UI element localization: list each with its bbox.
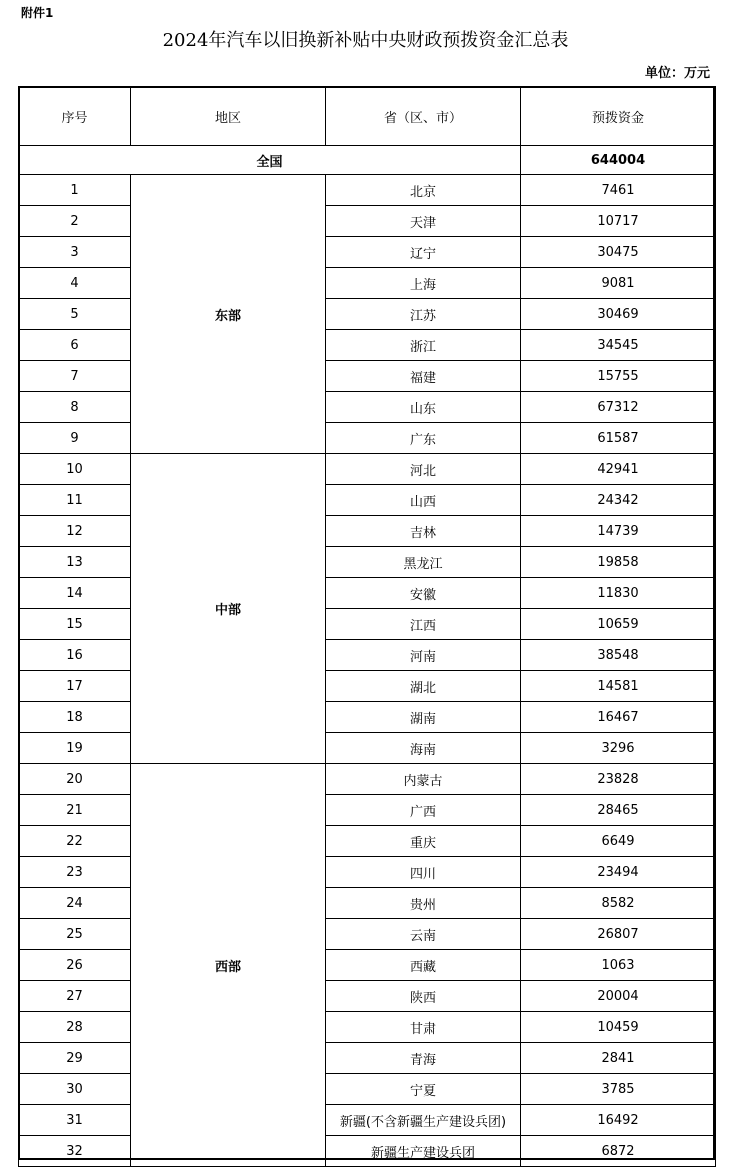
funding-summary-table <box>18 86 716 1167</box>
table-row <box>19 485 716 516</box>
table-row <box>19 671 716 702</box>
row-seq: 15 <box>19 609 131 640</box>
row-province: 新疆生产建设兵团 <box>326 1136 521 1167</box>
table-header <box>19 87 716 146</box>
region-cell: 西部 <box>131 764 326 1167</box>
row-province: 陕西 <box>326 981 521 1012</box>
row-funds: 14739 <box>521 516 716 547</box>
table-row <box>19 764 716 795</box>
row-funds: 7461 <box>521 175 716 206</box>
unit-label: 单位：万元 <box>644 66 710 81</box>
row-province: 河北 <box>326 454 521 485</box>
row-seq: 2 <box>19 206 131 237</box>
table-row <box>19 609 716 640</box>
row-funds: 15755 <box>521 361 716 392</box>
row-province: 宁夏 <box>326 1074 521 1105</box>
row-seq: 7 <box>19 361 131 392</box>
row-seq: 9 <box>19 423 131 454</box>
row-province: 江西 <box>326 609 521 640</box>
table-row <box>19 423 716 454</box>
table-row <box>19 206 716 237</box>
table-row <box>19 950 716 981</box>
page-title: 2024年汽车以旧换新补贴中央财政预拨资金汇总表 <box>162 30 569 51</box>
table-row <box>19 175 716 206</box>
row-funds: 2841 <box>521 1043 716 1074</box>
row-province: 辽宁 <box>326 237 521 268</box>
row-seq: 32 <box>19 1136 131 1167</box>
row-funds: 42941 <box>521 454 716 485</box>
table-row <box>19 299 716 330</box>
total-row <box>19 146 716 175</box>
row-funds: 34545 <box>521 330 716 361</box>
row-seq: 24 <box>19 888 131 919</box>
row-province: 山东 <box>326 392 521 423</box>
table-body <box>19 146 716 1167</box>
row-seq: 11 <box>19 485 131 516</box>
table-row <box>19 919 716 950</box>
table-row <box>19 268 716 299</box>
row-seq: 10 <box>19 454 131 485</box>
row-seq: 22 <box>19 826 131 857</box>
row-funds: 8582 <box>521 888 716 919</box>
header-province: 省（区、市） <box>326 87 521 146</box>
table-row <box>19 857 716 888</box>
row-seq: 29 <box>19 1043 131 1074</box>
row-funds: 20004 <box>521 981 716 1012</box>
row-funds: 3296 <box>521 733 716 764</box>
row-province: 重庆 <box>326 826 521 857</box>
row-seq: 1 <box>19 175 131 206</box>
row-province: 青海 <box>326 1043 521 1074</box>
row-province: 上海 <box>326 268 521 299</box>
table-row <box>19 826 716 857</box>
header-region: 地区 <box>131 87 326 146</box>
row-seq: 23 <box>19 857 131 888</box>
row-province: 北京 <box>326 175 521 206</box>
row-province: 天津 <box>326 206 521 237</box>
table-row <box>19 1043 716 1074</box>
table-row <box>19 361 716 392</box>
row-province: 内蒙古 <box>326 764 521 795</box>
row-funds: 38548 <box>521 640 716 671</box>
row-province: 吉林 <box>326 516 521 547</box>
row-province: 福建 <box>326 361 521 392</box>
row-seq: 14 <box>19 578 131 609</box>
row-funds: 16467 <box>521 702 716 733</box>
row-seq: 17 <box>19 671 131 702</box>
row-funds: 10659 <box>521 609 716 640</box>
row-province: 甘肃 <box>326 1012 521 1043</box>
row-seq: 4 <box>19 268 131 299</box>
row-funds: 6649 <box>521 826 716 857</box>
row-seq: 13 <box>19 547 131 578</box>
table-row <box>19 1074 716 1105</box>
row-province: 海南 <box>326 733 521 764</box>
row-funds: 24342 <box>521 485 716 516</box>
region-cell: 中部 <box>131 454 326 764</box>
row-funds: 6872 <box>521 1136 716 1167</box>
row-funds: 9081 <box>521 268 716 299</box>
row-seq: 8 <box>19 392 131 423</box>
row-province: 广西 <box>326 795 521 826</box>
table-row <box>19 454 716 485</box>
row-seq: 16 <box>19 640 131 671</box>
row-province: 湖南 <box>326 702 521 733</box>
row-funds: 16492 <box>521 1105 716 1136</box>
table-row <box>19 516 716 547</box>
table-row <box>19 578 716 609</box>
row-province: 黑龙江 <box>326 547 521 578</box>
table-row <box>19 1012 716 1043</box>
header-funds: 预拨资金 <box>521 87 716 146</box>
table-row <box>19 702 716 733</box>
table-row <box>19 795 716 826</box>
row-seq: 19 <box>19 733 131 764</box>
row-funds: 11830 <box>521 578 716 609</box>
row-province: 云南 <box>326 919 521 950</box>
row-province: 湖北 <box>326 671 521 702</box>
table-row <box>19 640 716 671</box>
attachment-label: 附件1 <box>21 6 54 20</box>
row-province: 西藏 <box>326 950 521 981</box>
row-seq: 30 <box>19 1074 131 1105</box>
row-funds: 14581 <box>521 671 716 702</box>
row-seq: 27 <box>19 981 131 1012</box>
row-seq: 18 <box>19 702 131 733</box>
table-row <box>19 392 716 423</box>
row-province: 河南 <box>326 640 521 671</box>
row-funds: 30475 <box>521 237 716 268</box>
region-cell: 东部 <box>131 175 326 454</box>
row-province: 广东 <box>326 423 521 454</box>
row-seq: 6 <box>19 330 131 361</box>
row-funds: 23828 <box>521 764 716 795</box>
row-province: 四川 <box>326 857 521 888</box>
row-seq: 3 <box>19 237 131 268</box>
row-funds: 30469 <box>521 299 716 330</box>
table-row <box>19 733 716 764</box>
row-funds: 67312 <box>521 392 716 423</box>
row-funds: 26807 <box>521 919 716 950</box>
row-funds: 3785 <box>521 1074 716 1105</box>
row-seq: 21 <box>19 795 131 826</box>
total-value: 644004 <box>521 146 716 175</box>
row-funds: 10459 <box>521 1012 716 1043</box>
row-seq: 31 <box>19 1105 131 1136</box>
row-seq: 26 <box>19 950 131 981</box>
table-row <box>19 547 716 578</box>
row-province: 山西 <box>326 485 521 516</box>
table-row <box>19 330 716 361</box>
table-row <box>19 888 716 919</box>
table-row <box>19 981 716 1012</box>
row-seq: 25 <box>19 919 131 950</box>
row-funds: 10717 <box>521 206 716 237</box>
row-province: 贵州 <box>326 888 521 919</box>
table-row <box>19 1136 716 1167</box>
row-seq: 12 <box>19 516 131 547</box>
table-row <box>19 1105 716 1136</box>
row-funds: 1063 <box>521 950 716 981</box>
row-province: 江苏 <box>326 299 521 330</box>
header-seq: 序号 <box>19 87 131 146</box>
row-seq: 28 <box>19 1012 131 1043</box>
row-province: 浙江 <box>326 330 521 361</box>
row-funds: 23494 <box>521 857 716 888</box>
row-province: 新疆(不含新疆生产建设兵团) <box>326 1105 521 1136</box>
row-funds: 61587 <box>521 423 716 454</box>
total-label: 全国 <box>19 146 521 175</box>
table-row <box>19 237 716 268</box>
row-seq: 5 <box>19 299 131 330</box>
row-funds: 19858 <box>521 547 716 578</box>
row-funds: 28465 <box>521 795 716 826</box>
row-province: 安徽 <box>326 578 521 609</box>
row-seq: 20 <box>19 764 131 795</box>
